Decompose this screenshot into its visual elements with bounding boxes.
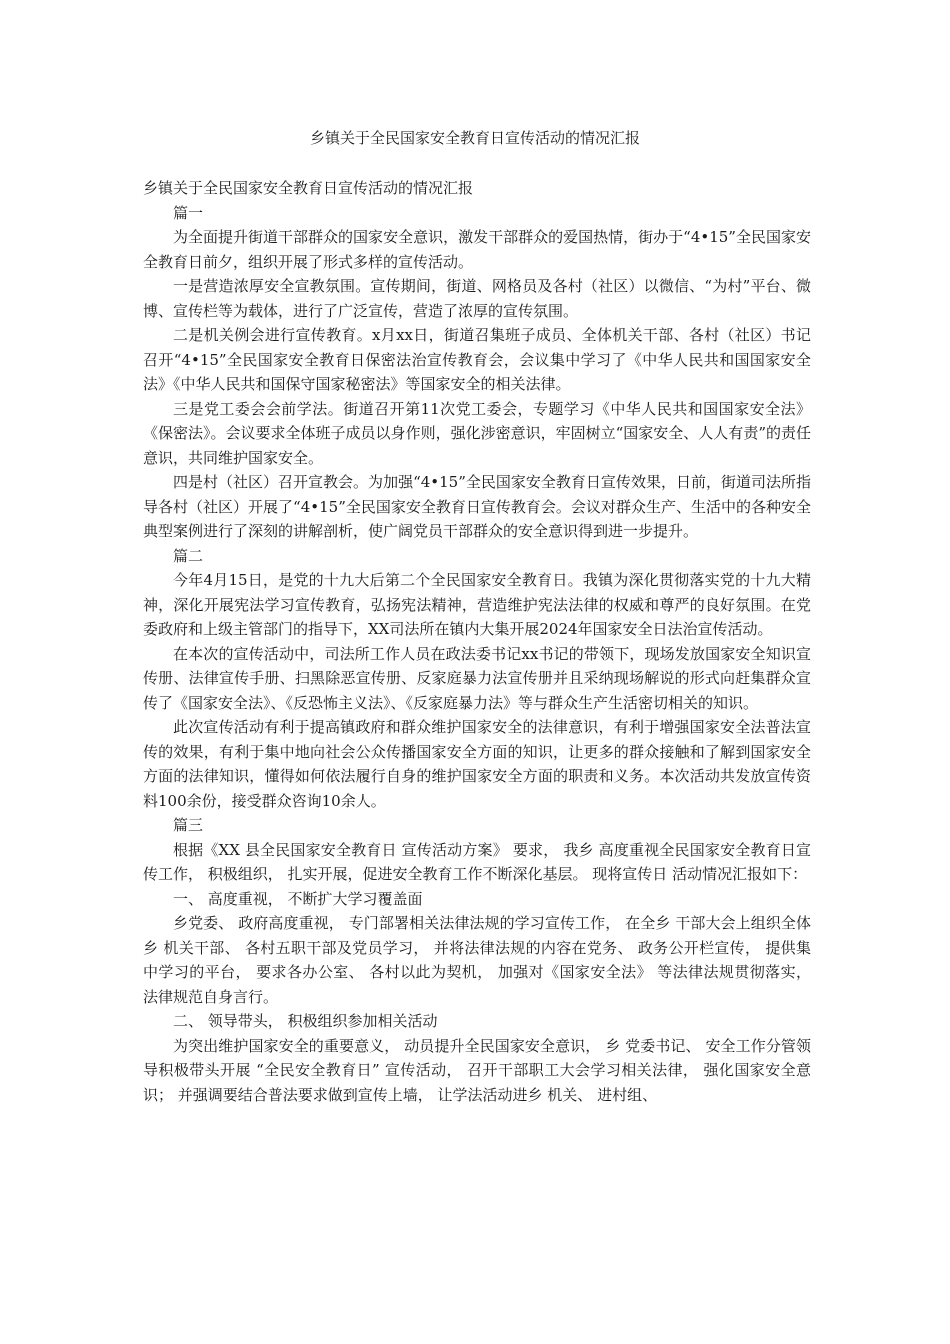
paragraph: 一是营造浓厚安全宣教氛围。宣传期间，街道、网格员及各村（社区）以微信、“为村”平台、微博、宣传栏等为载体，进行了广泛宣传，营造了浓厚的宣传氛围。: [143, 277, 811, 320]
paragraph: 为全面提升街道干部群众的国家安全意识，激发干部群众的爱国热情，街办于“4•15”全民国家安全教育日前夕，组织开展了形式多样的宣传活动。: [143, 228, 811, 271]
section-label: 篇二: [173, 546, 204, 565]
paragraph: 四是村（社区）召开宣教会。为加强“4•15”全民国家安全教育日宣传效果，日前，街道司法所指导各村（社区）开展了“4•15”全民国家安全教育日宣传教育会。会议对群众生产、生活中的各种安全典型案例进行了深刻的讲解剖析，使广阔党员干部群众的安全意识得到进一步提升。: [143, 473, 811, 540]
paragraph: 乡党委、 政府高度重视， 专门部署相关法律法规的学习宣传工作， 在全乡 干部大会上组织全体乡 机关干部、 各村五职干部及党员学习， 并将法律法规的内容在党务、 政务公开栏宣传， 提供集中学习的平台， 要求各办公室、 各村以此为契机， 加强对《国家安全法》 等法律法规贯彻落实， 法律规范自身言行。: [143, 914, 811, 1006]
document-heading: 乡镇关于全民国家安全教育日宣传活动的情况汇报: [143, 179, 474, 197]
paragraph: 三是党工委会会前学法。街道召开第11次党工委会，专题学习《中华人民共和国国家安全法》《保密法》。会议要求全体班子成员以身作则，强化涉密意识，牢固树立“国家安全、人人有责”的责任意识，共同维护国家安全。: [143, 399, 811, 467]
paragraph: 为突出维护国家安全的重要意义， 动员提升全民国家安全意识， 乡 党委书记、 安全工作分管领导积极带头开展 “全民安全教育日” 宣传活动， 召开干部职工大会学习相关法律， 强化国家安全意识； 并强调要结合普法要求做到宣传上墙， 让学法活动进乡 机关、 进村组、: [143, 1036, 811, 1104]
section-label: 篇一: [173, 203, 204, 222]
paragraph: 此次宣传活动有利于提高镇政府和群众维护国家安全的法律意识，有利于增强国家安全法普法宣传的效果，有利于集中地向社会公众传播国家安全方面的知识，让更多的群众接触和了解到国家安全方面的法律知识，懂得如何依法履行自身的维护国家安全方面的职责和义务。本次活动共发放宣传资料100余份，接受群众咨询10余人。: [143, 718, 811, 810]
paragraph: 在本次的宣传活动中，司法所工作人员在政法委书记xx书记的带领下，现场发放国家安全知识宣传册、法律宣传手册、扫黑除恶宣传册、反家庭暴力法宣传册并且采纳现场解说的形式向赶集群众宣传了《国家安全法》、《反恐怖主义法》、《反家庭暴力法》等与群众生产生活密切相关的知识。: [143, 644, 811, 712]
document-body: [143, 176, 811, 1107]
paragraph: 根据《XX 县全民国家安全教育日 宣传活动方案》 要求， 我乡 高度重视全民国家安全教育日宣传工作， 积极组织， 扎实开展，促进安全教育工作不断深化基层。 现将宣传日 活动情况汇报如下：: [143, 840, 811, 883]
page-title: 乡镇关于全民国家安全教育日宣传活动的情况汇报: [309, 129, 640, 147]
section-label: 篇三: [173, 816, 204, 834]
paragraph: 二是机关例会进行宣传教育。x月xx日，街道召集班子成员、全体机关干部、各村（社区）书记召开“4•15”全民国家安全教育日保密法治宣传教育会，会议集中学习了《中华人民共和国国家安全法》《中华人民共和国保守国家秘密法》等国家安全的相关法律。: [143, 326, 811, 393]
paragraph: 今年4月15日，是党的十九大后第二个全民国家安全教育日。我镇为深化贯彻落实党的十九大精神，深化开展宪法学习宣传教育，弘扬宪法精神，营造维护宪法法律的权威和尊严的良好氛围。在党委政府和上级主管部门的指导下，XX司法所在镇内大集开展2024年国家安全日法治宣传活动。: [143, 571, 811, 638]
subsection-heading: 二、 领导带头， 积极组织参加相关活动: [173, 1012, 438, 1030]
subsection-heading: 一、 高度重视， 不断扩大学习覆盖面: [173, 889, 423, 908]
